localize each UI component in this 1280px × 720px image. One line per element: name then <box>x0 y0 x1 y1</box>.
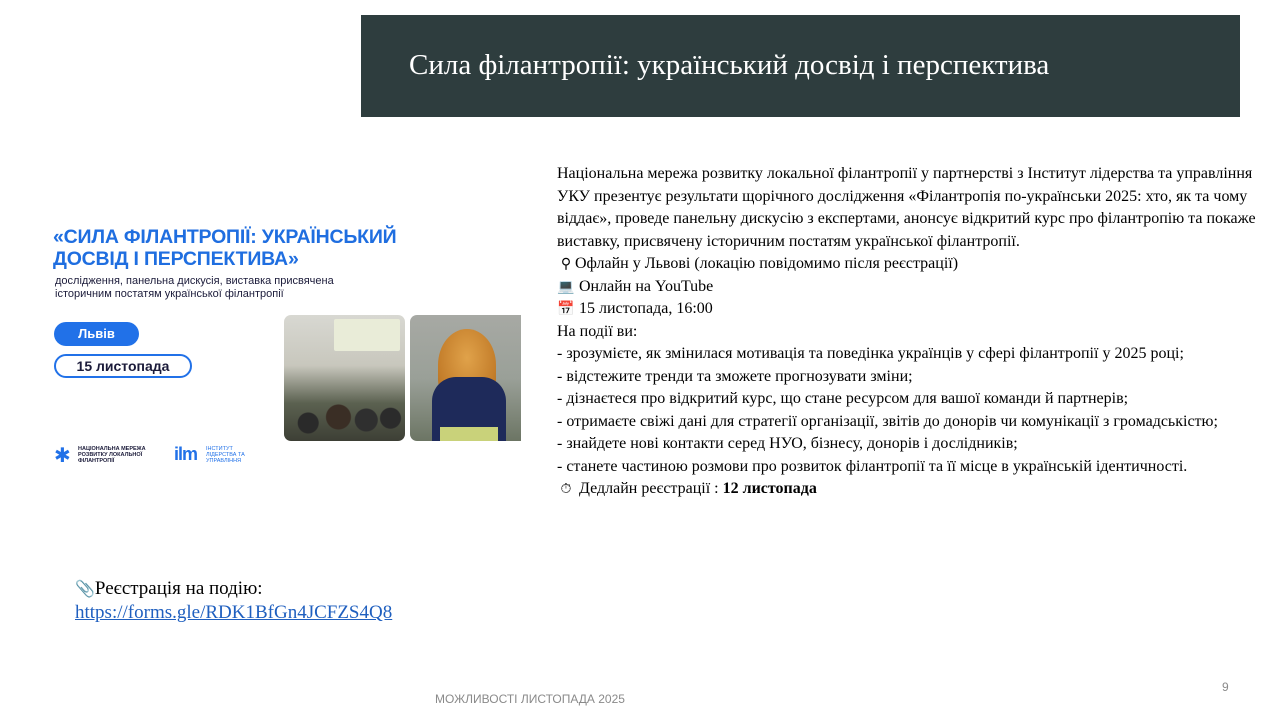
speaker-dress <box>440 427 498 441</box>
title-bar <box>361 15 1240 117</box>
at-event-heading: На події ви: <box>557 322 638 340</box>
slide-title: Сила філантропії: український досвід і перспектива <box>409 49 1050 81</box>
slide-footer: МОЖЛИВОСТІ ЛИСТОПАДА 2025 <box>435 692 625 706</box>
laptop-icon: 💻 <box>557 278 575 295</box>
pin-icon: ⚲ <box>560 256 572 272</box>
network-logo <box>54 444 154 466</box>
page-number: 9 <box>1222 680 1229 694</box>
registration-block <box>75 577 435 625</box>
event-poster <box>53 222 521 472</box>
deadline-value: 12 листопада <box>722 480 817 497</box>
network-logo-text: НАЦІОНАЛЬНА МЕРЕЖА РОЗВИТКУ ЛОКАЛЬНОЇ ФІЛАНТРОПІЇ <box>78 446 146 464</box>
paperclip-icon: 📎 <box>75 579 95 598</box>
calendar-icon: 📅 <box>557 301 575 317</box>
stopwatch-icon: ⏱ <box>560 481 572 497</box>
panelists <box>284 381 405 441</box>
ilm-logo-text: ІНСТИТУТ ЛІДЕРСТВА ТА УПРАВЛІННЯ <box>206 446 245 464</box>
benefit-item: - зрозумієте, як змінилася мотивація та поведінка українців у сфері філантропії у 2025 році; <box>557 345 1184 362</box>
panel-discussion-photo <box>284 315 405 441</box>
projection-screen <box>334 319 400 351</box>
benefit-item: - відстежите тренди та зможете прогнозувати зміни; <box>557 367 913 385</box>
benefit-item: - дізнаєтеся про відкритий курс, що стане ресурсом для вашої команди й партнерів; <box>557 390 1129 407</box>
online-line: 💻 Онлайн на YouTube <box>557 276 1257 299</box>
offline-line: ⚲ Офлайн у Львові (локацію повідомимо після реєстрації) <box>557 253 1257 276</box>
deadline-label: Дедлайн реєстрації : <box>579 480 723 497</box>
snowflake-icon: ✱ <box>54 445 71 467</box>
speaker-back-photo <box>410 315 521 441</box>
benefit-item: - отримаєте свіжі дані для стратегії організації, звітів до донорів чи комунікації з громадськістю; <box>557 412 1218 430</box>
intro-paragraph: Національна мережа розвитку локальної філантропії у партнерстві з Інститут лідерства та управління УКУ презентує результати щорічного дослідження «Філантропія по-українськи 2025: хто, як та чому віддає», проведе панельну дискусію з експертами, анонсує відкритий курс про філантропію та покаже виставку, присвячену історичним постатям української філантропії. <box>557 165 1256 250</box>
benefit-item: - знайдете нові контакти серед НУО, бізнесу, донорів і дослідників; <box>557 435 1018 452</box>
benefit-item: - станете частиною розмови про розвиток філантропії та її місце в українській ідентичності. <box>557 457 1188 475</box>
poster-subtitle: дослідження, панельна дискусія, виставка присвячена історичним постатям української філантропії <box>55 275 334 300</box>
ilm-logo <box>174 444 254 466</box>
event-description <box>557 163 1257 501</box>
registration-label: Реєстрація на подію: <box>94 578 263 599</box>
registration-link[interactable]: https://forms.gle/RDK1BfGn4JCFZS4Q8 <box>75 602 393 623</box>
date-badge: 15 листопада <box>54 354 192 378</box>
deadline-line <box>557 478 1257 501</box>
poster-headline: «СИЛА ФІЛАНТРОПІЇ: УКРАЇНСЬКИЙ ДОСВІД І ПЕРСПЕКТИВА» <box>53 226 397 270</box>
city-badge: Львів <box>54 322 139 346</box>
datetime-line: 📅 15 листопада, 16:00 <box>557 298 1257 321</box>
ilm-logo-mark: ilm <box>174 444 198 464</box>
